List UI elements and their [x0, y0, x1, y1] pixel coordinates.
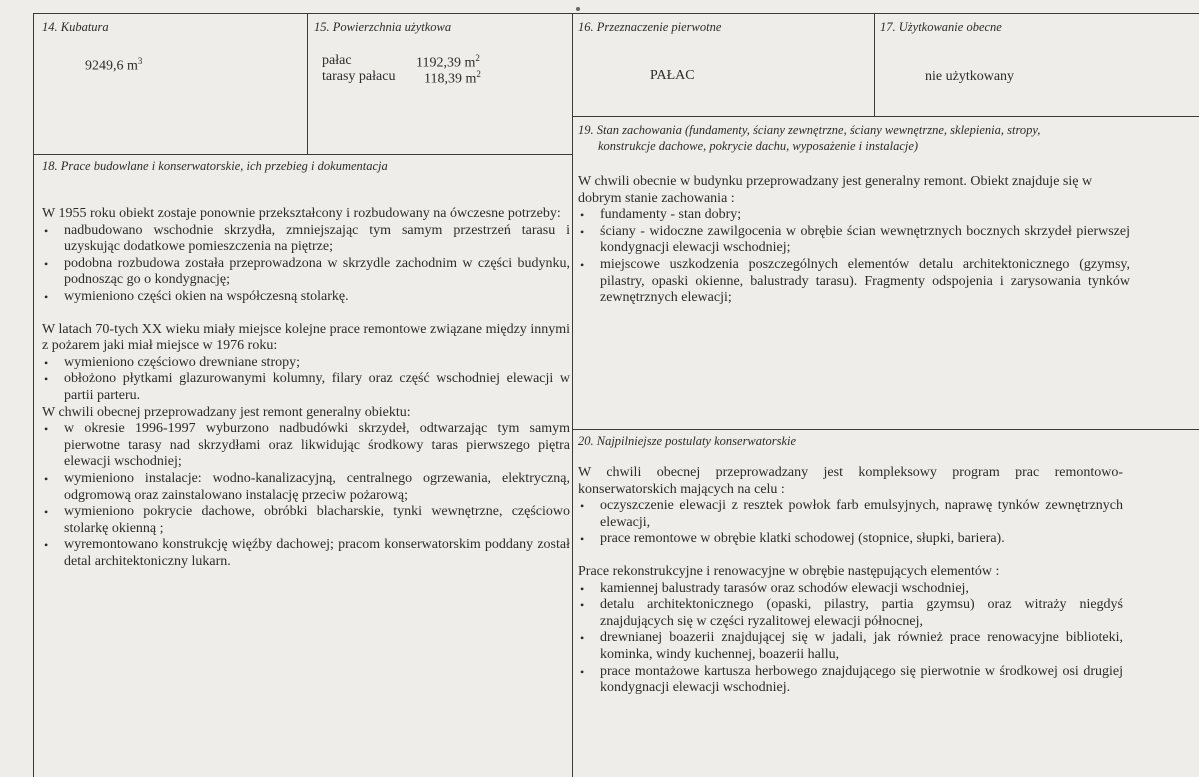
area-row-value: 118,39 $m^2$ [424, 69, 481, 87]
przeznaczenie-value: PAŁAC [650, 68, 695, 83]
divider-16-17 [874, 13, 875, 116]
bullet-list [578, 498, 1123, 548]
bullet-list [578, 207, 1130, 307]
area-row-name: tarasy pałacu [322, 69, 396, 84]
paragraph: Prace rekonstrukcyjne i renowacyjne w obrębie następujących elementów : [578, 563, 1000, 579]
paragraph: W 1955 roku obiekt zostaje ponownie przekształcony i rozbudowany na ówczesne potrzeby: [42, 206, 561, 221]
kubatura-value: 9249,6 $m^3$ [85, 56, 143, 74]
divider-14-15 [307, 13, 308, 154]
list-item: • ściany - widoczne zawilgocenia w obrębie ścian wewnętrznych bocznych skrzydeł pierwszej kondygnacji elewacji wschodniej; [578, 224, 1130, 257]
divider-15-18 [33, 154, 572, 155]
divider-left-right [572, 13, 573, 777]
list-item: • obłożono płytkami glazurowanymi kolumny, filary oraz część wschodniej elewacji w partii parteru. [42, 371, 570, 404]
bullet-list [42, 223, 570, 306]
list-item: • wymieniono częściowo drewniane stropy; [42, 355, 570, 372]
list-item: • fundamenty - stan dobry; [578, 207, 1130, 224]
list-item: • drewnianej boazerii znajdującej się w jadali, jak również prace renowacyjne biblioteki, kominka, windy kuchennej, boazerii hallu, [578, 630, 1123, 663]
section-19-body [578, 174, 1130, 307]
paragraph: W chwili obecnej przeprowadzany jest remont generalny obiektu: [42, 404, 411, 420]
list-item: • prace remontowe w obrębie klatki schodowej (stopnice, słupki, bariera). [578, 531, 1123, 548]
list-item: • miejscowe uszkodzenia poszczególnych elementów detalu architektonicznego (gzymsy, pilastry, opaski okienne, balustrady tarasu). Fragmenty odspojenia i zarysowania tynków zewnętrznych elewacji; [578, 257, 1130, 307]
list-item: • prace montażowe kartusza herbowego znajdującego się pierwotnie w środkowej osi drugiej kondygnacji elewacji wschodniej. [578, 664, 1123, 697]
list-item: • wymieniono pokrycie dachowe, obróbki blacharskie, tynki wewnętrzne, częściowo stolarkę okienną ; [42, 504, 570, 537]
paragraph: W chwili obecnej przeprowadzany jest kompleksowy program prac remontowo-konserwatorskich mających na celu : [578, 465, 1123, 497]
section-17-label: 17. Użytkowanie obecne [880, 20, 1002, 34]
section-18-body [42, 206, 570, 570]
list-item: • podobna rozbudowa została przeprowadzona w skrzydle zachodnim w części budynku, podnosząc go o kondygnację; [42, 256, 570, 289]
area-row-name: pałac [322, 53, 352, 68]
table-top-border [33, 13, 1199, 14]
list-item: • detalu architektonicznego (opaski, pilastry, partia gzymsu) oraz witraży niegdyś znajdujących się w części ryzalitowej elewacji północnej, [578, 597, 1123, 630]
divider-19-20 [572, 429, 1199, 430]
list-item: • kamiennej balustrady tarasów oraz schodów elewacji wschodniej, [578, 581, 1123, 598]
section-19-label: 19. Stan zachowania (fundamenty, ściany zewnętrzne, ściany wewnętrzne, sklepienia, stropy, [578, 123, 1041, 137]
punch-mark [576, 7, 580, 11]
divider-16-19 [572, 116, 1199, 117]
section-15-label: 15. Powierzchnia użytkowa [314, 20, 452, 34]
uzytkowanie-value: nie użytkowany [925, 69, 1015, 84]
bullet-list [42, 355, 570, 405]
section-19-label: konstrukcje dachowe, pokrycie dachu, wyposażenie i instalacje) [598, 139, 919, 153]
area-row-value: 1192,39 $m^2$ [416, 53, 480, 71]
table-left-border [33, 13, 34, 777]
list-item: • w okresie 1996-1997 wyburzono nadbudówki skrzydeł, odtwarzając tym samym pierwotne tarasy nad skrzydłami oraz likwidując środkowy taras pierwszego piętra elewacji wschodniej; [42, 421, 570, 471]
list-item: • wymieniono części okien na współczesną stolarkę. [42, 289, 570, 306]
section-20-body [578, 465, 1123, 697]
list-item: • wyremontowano konstrukcję więźby dachowej; pracom konserwatorskim poddany został detal architektoniczny lukarn. [42, 537, 570, 570]
bullet-list [578, 581, 1123, 697]
paragraph: W chwili obecnie w budynku przeprowadzany jest generalny remont. Obiekt znajduje się w dobrym stanie zachowania : [578, 174, 1093, 206]
paragraph: W latach 70-tych XX wieku miały miejsce kolejne prace remontowe związane między innymi z pożarem jaki miał miejsce w 1976 roku: [42, 321, 570, 354]
list-item: • oczyszczenie elewacji z resztek powłok farb emulsyjnych, naprawę tynków zewnętrznych elewacji, [578, 498, 1123, 531]
section-20-label: 20. Najpilniejsze postulaty konserwatorskie [578, 434, 797, 448]
list-item: • nadbudowano wschodnie skrzydła, zmniejszając tym samym przestrzeń tarasu i uzyskując dodatkowe pomieszczenia na piętrze; [42, 223, 570, 256]
list-item: • wymieniono instalacje: wodno-kanalizacyjną, centralnego ogrzewania, elektryczną, odgromową oraz zainstalowano instalację przeciw pożarową; [42, 471, 570, 504]
section-16-label: 16. Przeznaczenie pierwotne [578, 20, 722, 34]
bullet-list [42, 421, 570, 570]
section-18-label: 18. Prace budowlane i konserwatorskie, ich przebieg i dokumentacja [42, 159, 388, 173]
section-14-label: 14. Kubatura [42, 20, 109, 34]
